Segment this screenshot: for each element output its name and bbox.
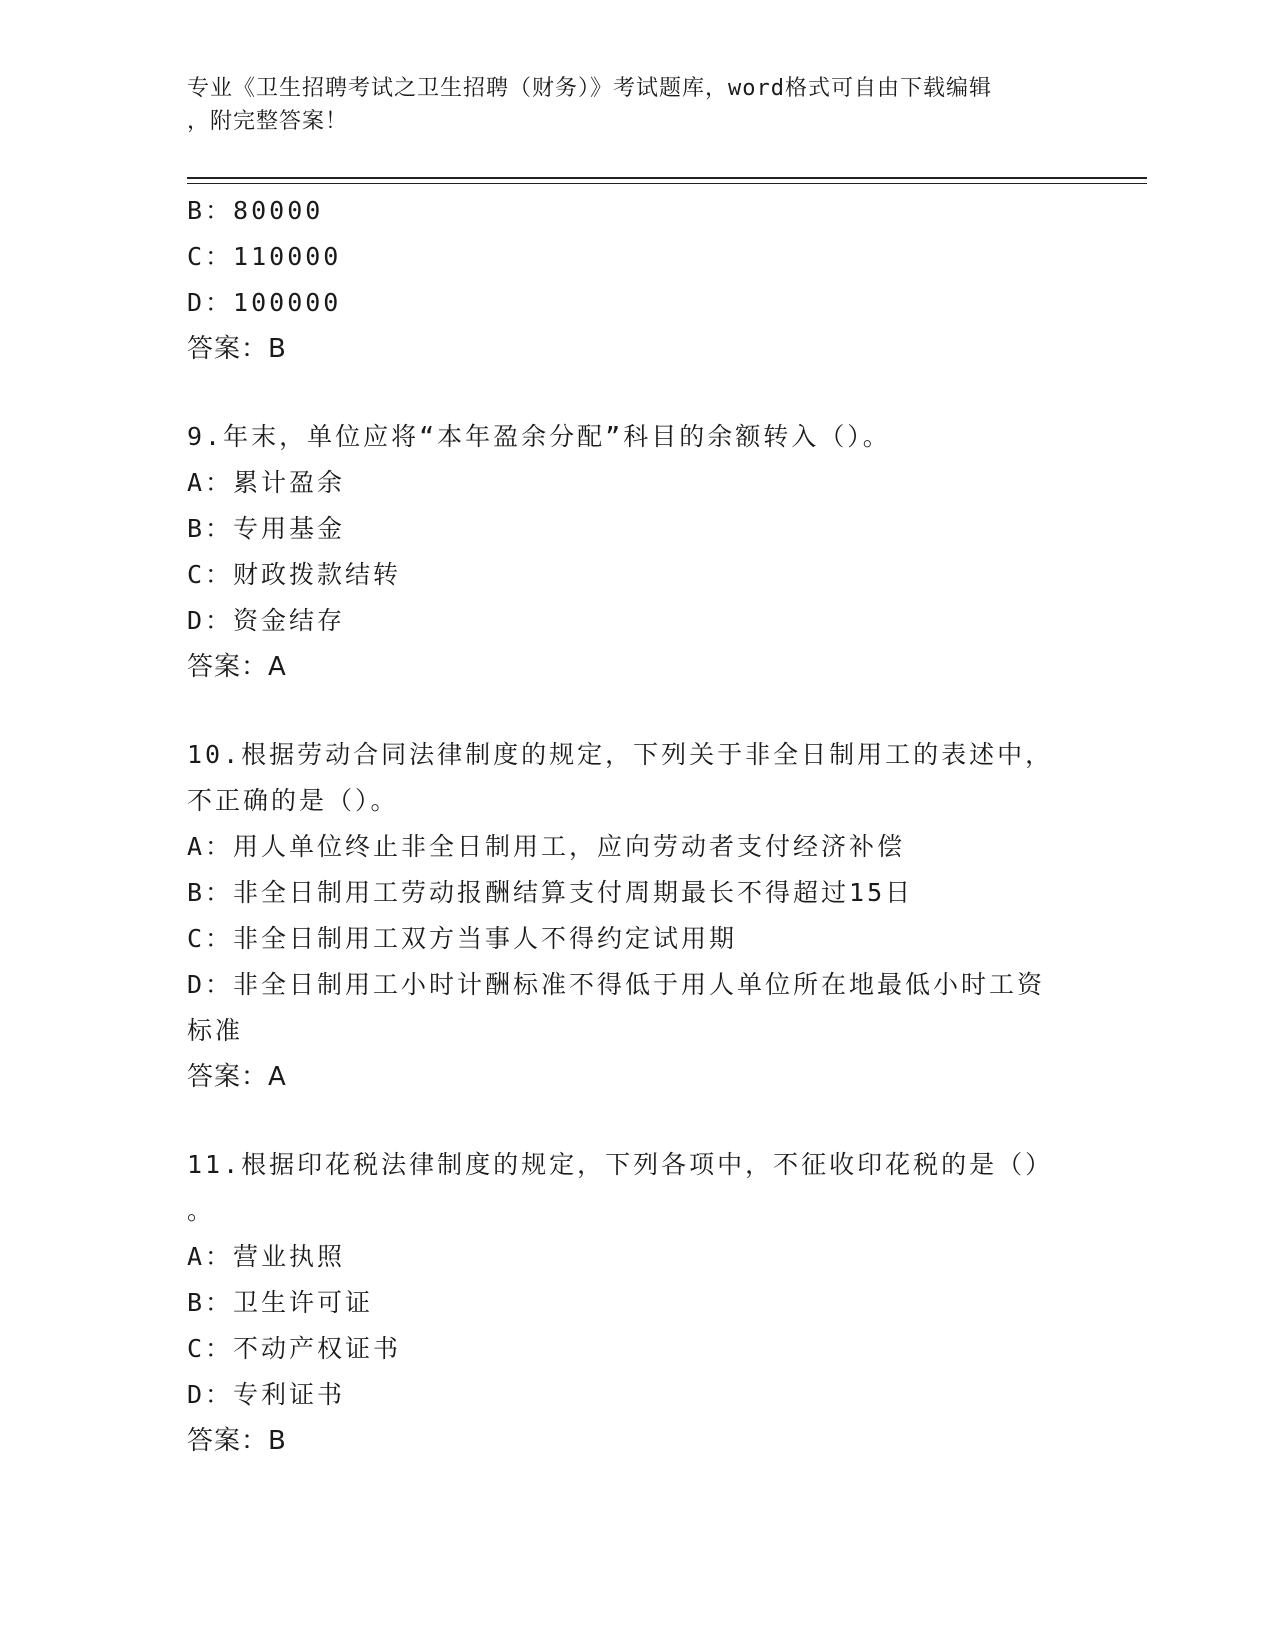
option-c: C：财政拨款结转 (187, 560, 402, 589)
option-d-line-2: 标准 (187, 1016, 244, 1045)
option-c: C：不动产权证书 (187, 1334, 402, 1363)
option-b: B：非全日制用工劳动报酬结算支付周期最长不得超过15日 (187, 878, 914, 907)
answer-line: 答案：B (187, 1426, 287, 1456)
option-c: C：非全日制用工双方当事人不得约定试用期 (187, 924, 738, 953)
option-d: D：专利证书 (187, 1380, 346, 1409)
question-10 (187, 732, 1087, 1100)
question-list (187, 188, 1087, 1464)
option-b: B：专用基金 (187, 514, 346, 543)
question-9 (187, 414, 1087, 690)
answer-line: 答案：A (187, 652, 287, 682)
option-d: D：资金结存 (187, 606, 346, 635)
answer-line: 答案：B (187, 334, 287, 364)
option-b: B：80000 (187, 196, 324, 225)
question-stem-line-1: 10.根据劳动合同法律制度的规定，下列关于非全日制用工的表述中， (187, 740, 1054, 769)
header-divider-thick (187, 177, 1147, 179)
option-d: D：100000 (187, 288, 342, 317)
question-stem-line-2: 。 (187, 1196, 216, 1225)
header-divider-thin (187, 183, 1147, 184)
answer-line: 答案：A (187, 1062, 287, 1092)
header-line-2: ，附完整答案！ (187, 109, 349, 134)
option-a: A：营业执照 (187, 1242, 346, 1271)
option-a: A：累计盈余 (187, 468, 346, 497)
header-line-1: 专业《卫生招聘考试之卫生招聘（财务）》考试题库，word格式可自由下载编辑 (187, 76, 992, 101)
option-b: B：卫生许可证 (187, 1288, 374, 1317)
question-stem-line-2: 不正确的是（）。 (187, 786, 399, 815)
question-8-continued (187, 188, 1087, 372)
option-c: C：110000 (187, 242, 342, 271)
option-a: A：用人单位终止非全日制用工，应向劳动者支付经济补偿 (187, 832, 906, 861)
question-stem-line-1: 11.根据印花税法律制度的规定，下列各项中，不征收印花税的是（） (187, 1150, 1054, 1179)
question-11 (187, 1142, 1087, 1464)
document-header (187, 72, 1067, 138)
option-d-line-1: D：非全日制用工小时计酬标准不得低于用人单位所在地最低小时工资 (187, 970, 1046, 999)
question-stem: 9.年末，单位应将“本年盈余分配”科目的余额转入（）。 (187, 422, 891, 451)
